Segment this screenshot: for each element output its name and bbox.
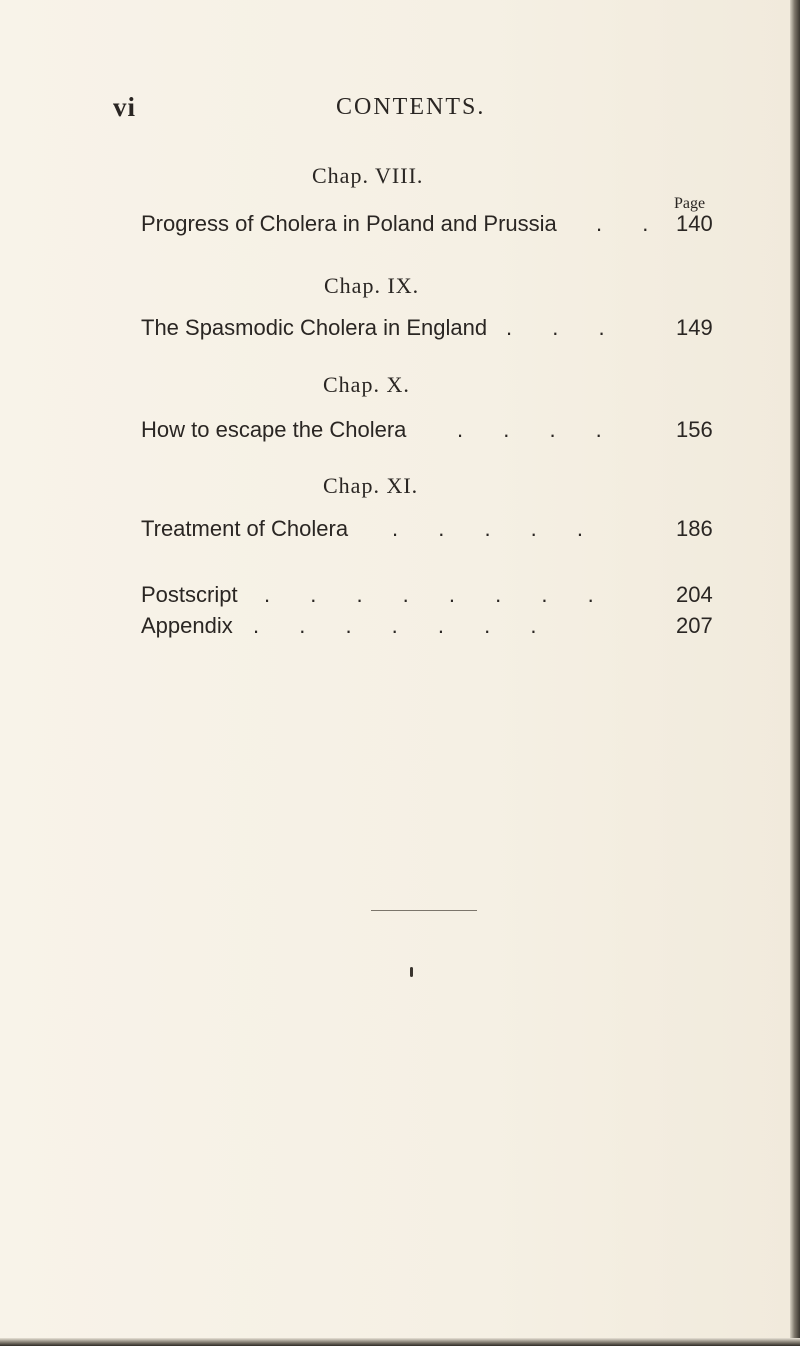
toc-entry-page: 207 [676,613,713,638]
chapter-heading-ix: Chap. IX. [324,273,420,298]
toc-entry-postscript [141,582,741,612]
chapter-heading-viii: Chap. VIII. [312,163,424,188]
toc-entry-page: 149 [676,315,713,340]
toc-entry-page: 204 [676,582,713,607]
chapter-heading-xi: Chap. XI. [323,473,419,498]
toc-entry-leader: . . [596,211,666,236]
toc-entry-title: How to escape the Cholera [141,417,407,442]
toc-entry-treatment [141,516,741,546]
toc-entry-progress-of-cholera [141,211,741,241]
toc-entry-title: Treatment of Cholera [141,516,349,541]
toc-entry-title: The Spasmodic Cholera in England [141,315,488,340]
toc-entry-page: 140 [676,211,713,236]
ink-mark [410,967,413,977]
toc-entry-title: Progress of Cholera in Poland and Prussia [141,211,557,236]
toc-entry-leader: . . . . . [392,516,601,541]
page-header [0,92,800,128]
toc-entry-page: 186 [676,516,713,541]
toc-entry-leader: . . . . . . . [253,613,554,638]
toc-entry-title: Postscript [141,582,238,607]
running-title: CONTENTS. [336,94,486,120]
page-edge-shadow-bottom [0,1338,800,1346]
page-edge-shadow-right [790,0,800,1346]
page-column-label: Page [674,195,706,212]
toc-entry-spasmodic-cholera [141,315,741,345]
toc-entry-appendix [141,613,741,643]
toc-entry-leader: . . . . . . . . [264,582,611,607]
toc-entry-how-to-escape [141,417,741,447]
decorative-rule [371,910,477,911]
chapter-heading-x: Chap. X. [323,372,410,397]
page-number: vi [113,92,137,122]
toc-entry-leader: . . . [506,315,622,340]
toc-entry-title: Appendix [141,613,233,638]
toc-entry-leader: . . . . [457,417,619,442]
toc-entry-page: 156 [676,417,713,442]
